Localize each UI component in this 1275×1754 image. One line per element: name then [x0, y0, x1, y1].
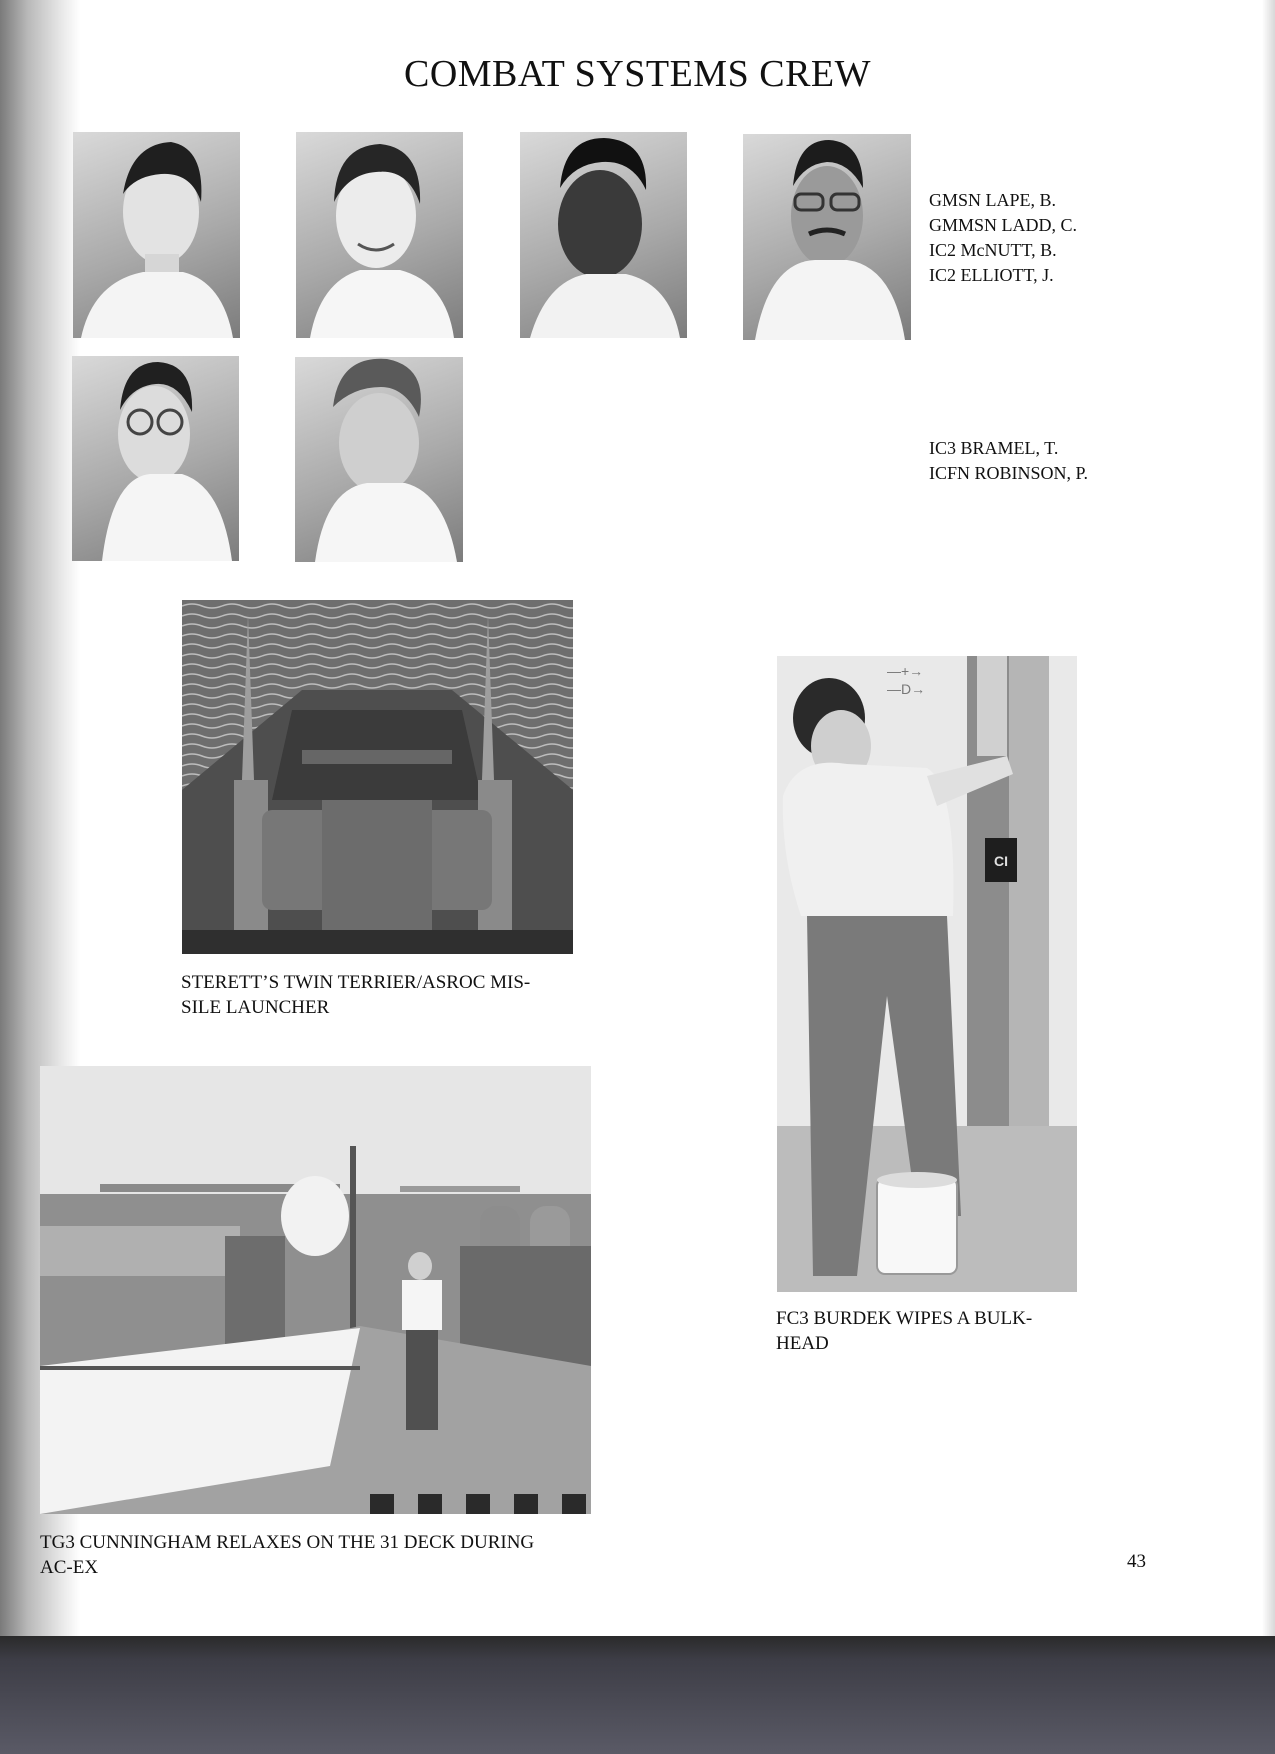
door-label: CI [994, 853, 1008, 869]
bulkhead-caption [776, 1306, 1096, 1356]
missile-launcher-photo [182, 600, 573, 954]
sign-top: —+→ [887, 663, 924, 679]
caption-line: HEAD [776, 1333, 829, 1354]
portrait-photo [73, 132, 240, 338]
portrait-photo [520, 132, 687, 338]
roster-name: IC2 McNUTT, B. [929, 240, 1057, 260]
portrait-photo [295, 357, 463, 562]
page-title: COMBAT SYSTEMS CREW [403, 53, 871, 95]
roster-name: IC2 ELLIOTT, J. [929, 265, 1054, 285]
roster-name: IC3 BRAMEL, T. [929, 438, 1059, 458]
bulkhead-cleaning-photo [777, 656, 1077, 1292]
launcher-caption [181, 970, 581, 1020]
scan-bottom-border [0, 1636, 1275, 1754]
sign-bottom: —D→ [887, 681, 926, 697]
roster-list-top [929, 188, 1077, 288]
roster-name: ICFN ROBINSON, P. [929, 463, 1089, 483]
caption-line: FC3 BURDEK WIPES A BULK- [776, 1308, 1033, 1329]
portrait-photo [743, 134, 911, 340]
deck-caption [40, 1530, 600, 1580]
caption-line: TG3 CUNNINGHAM RELAXES ON THE 31 DECK DURING [40, 1532, 535, 1553]
roster-name: GMSN LAPE, B. [929, 190, 1057, 210]
deck-relaxing-photo [40, 1066, 591, 1514]
page-number: 43 [1127, 1551, 1146, 1572]
portrait-photo [296, 132, 463, 338]
roster-name: GMMSN LADD, C. [929, 215, 1078, 235]
caption-line: SILE LAUNCHER [181, 997, 330, 1018]
portrait-photo [72, 356, 239, 561]
caption-line: AC-EX [40, 1557, 99, 1578]
roster-list-bottom [929, 436, 1088, 486]
caption-line: STERETT’S TWIN TERRIER/ASROC MIS- [181, 972, 531, 993]
page-edge [1262, 0, 1275, 1640]
